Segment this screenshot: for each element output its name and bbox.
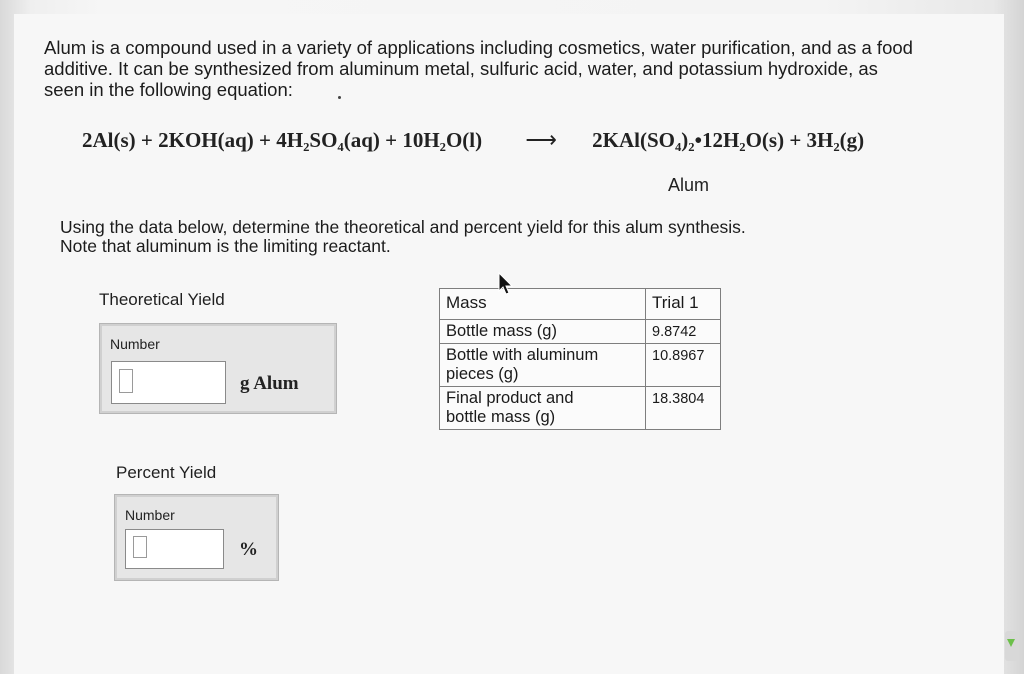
percent-yield-box — [114, 494, 279, 581]
row-label-line-2: bottle mass (g) — [446, 408, 556, 426]
row-value: 18.3804 — [646, 387, 721, 430]
input-cursor-icon — [133, 536, 147, 558]
percent-unit: % — [239, 539, 258, 560]
scrollbar-thumb-icon[interactable] — [1003, 631, 1019, 661]
product-label: Alum — [668, 175, 710, 195]
percent-yield-label: Percent Yield — [116, 463, 217, 482]
row-value: 9.8742 — [646, 320, 721, 344]
row-label — [440, 344, 646, 387]
chemical-equation — [82, 127, 864, 153]
row-label-line-1: Final product and — [446, 389, 574, 407]
intro-paragraph — [44, 37, 1004, 100]
table-header-row — [440, 289, 721, 320]
row-label-line-2: pieces (g) — [446, 365, 519, 383]
data-table — [439, 288, 721, 430]
theoretical-yield-label: Theoretical Yield — [99, 290, 225, 309]
question-line-2: Note that aluminum is the limiting reactant. — [60, 236, 391, 256]
theoretical-yield-box — [99, 323, 337, 414]
equation-reactants: 2Al(s) + 2KOH(aq) + 4H₂SO₄(aq) + 10H₂O(l) — [82, 128, 483, 152]
theoretical-number-label: Number — [110, 336, 160, 352]
row-value: 10.8967 — [646, 344, 721, 387]
intro-line-1: Alum is a compound used in a variety of applications including cosmetics, water purification, and as a food — [44, 37, 913, 58]
table-row — [440, 320, 721, 344]
row-label-line-1: Bottle with aluminum — [446, 346, 599, 364]
row-label: Bottle mass (g) — [440, 320, 646, 344]
header-trial-1: Trial 1 — [646, 289, 721, 320]
row-label — [440, 387, 646, 430]
question-line-1: Using the data below, determine the theoretical and percent yield for this alum synthesis. — [60, 217, 746, 237]
question-text — [60, 218, 746, 256]
intro-line-2: additive. It can be synthesized from aluminum metal, sulfuric acid, water, and potassium hydroxide, as — [44, 58, 878, 79]
theoretical-unit: g Alum — [240, 373, 299, 394]
percent-number-label: Number — [125, 507, 175, 523]
stray-dot — [338, 96, 341, 99]
theoretical-yield-field[interactable] — [111, 361, 226, 404]
percent-yield-field[interactable] — [125, 529, 224, 569]
mouse-pointer-icon — [498, 272, 514, 296]
header-mass: Mass — [440, 289, 646, 320]
intro-line-3: seen in the following equation: — [44, 79, 293, 100]
table-row — [440, 344, 721, 387]
equation-products: 2KAl(SO₄)₂•12H₂O(s) + 3H₂(g) — [592, 128, 865, 152]
table-row — [440, 387, 721, 430]
reaction-arrow-icon: ⟶ — [525, 127, 557, 152]
input-cursor-icon — [119, 369, 133, 393]
